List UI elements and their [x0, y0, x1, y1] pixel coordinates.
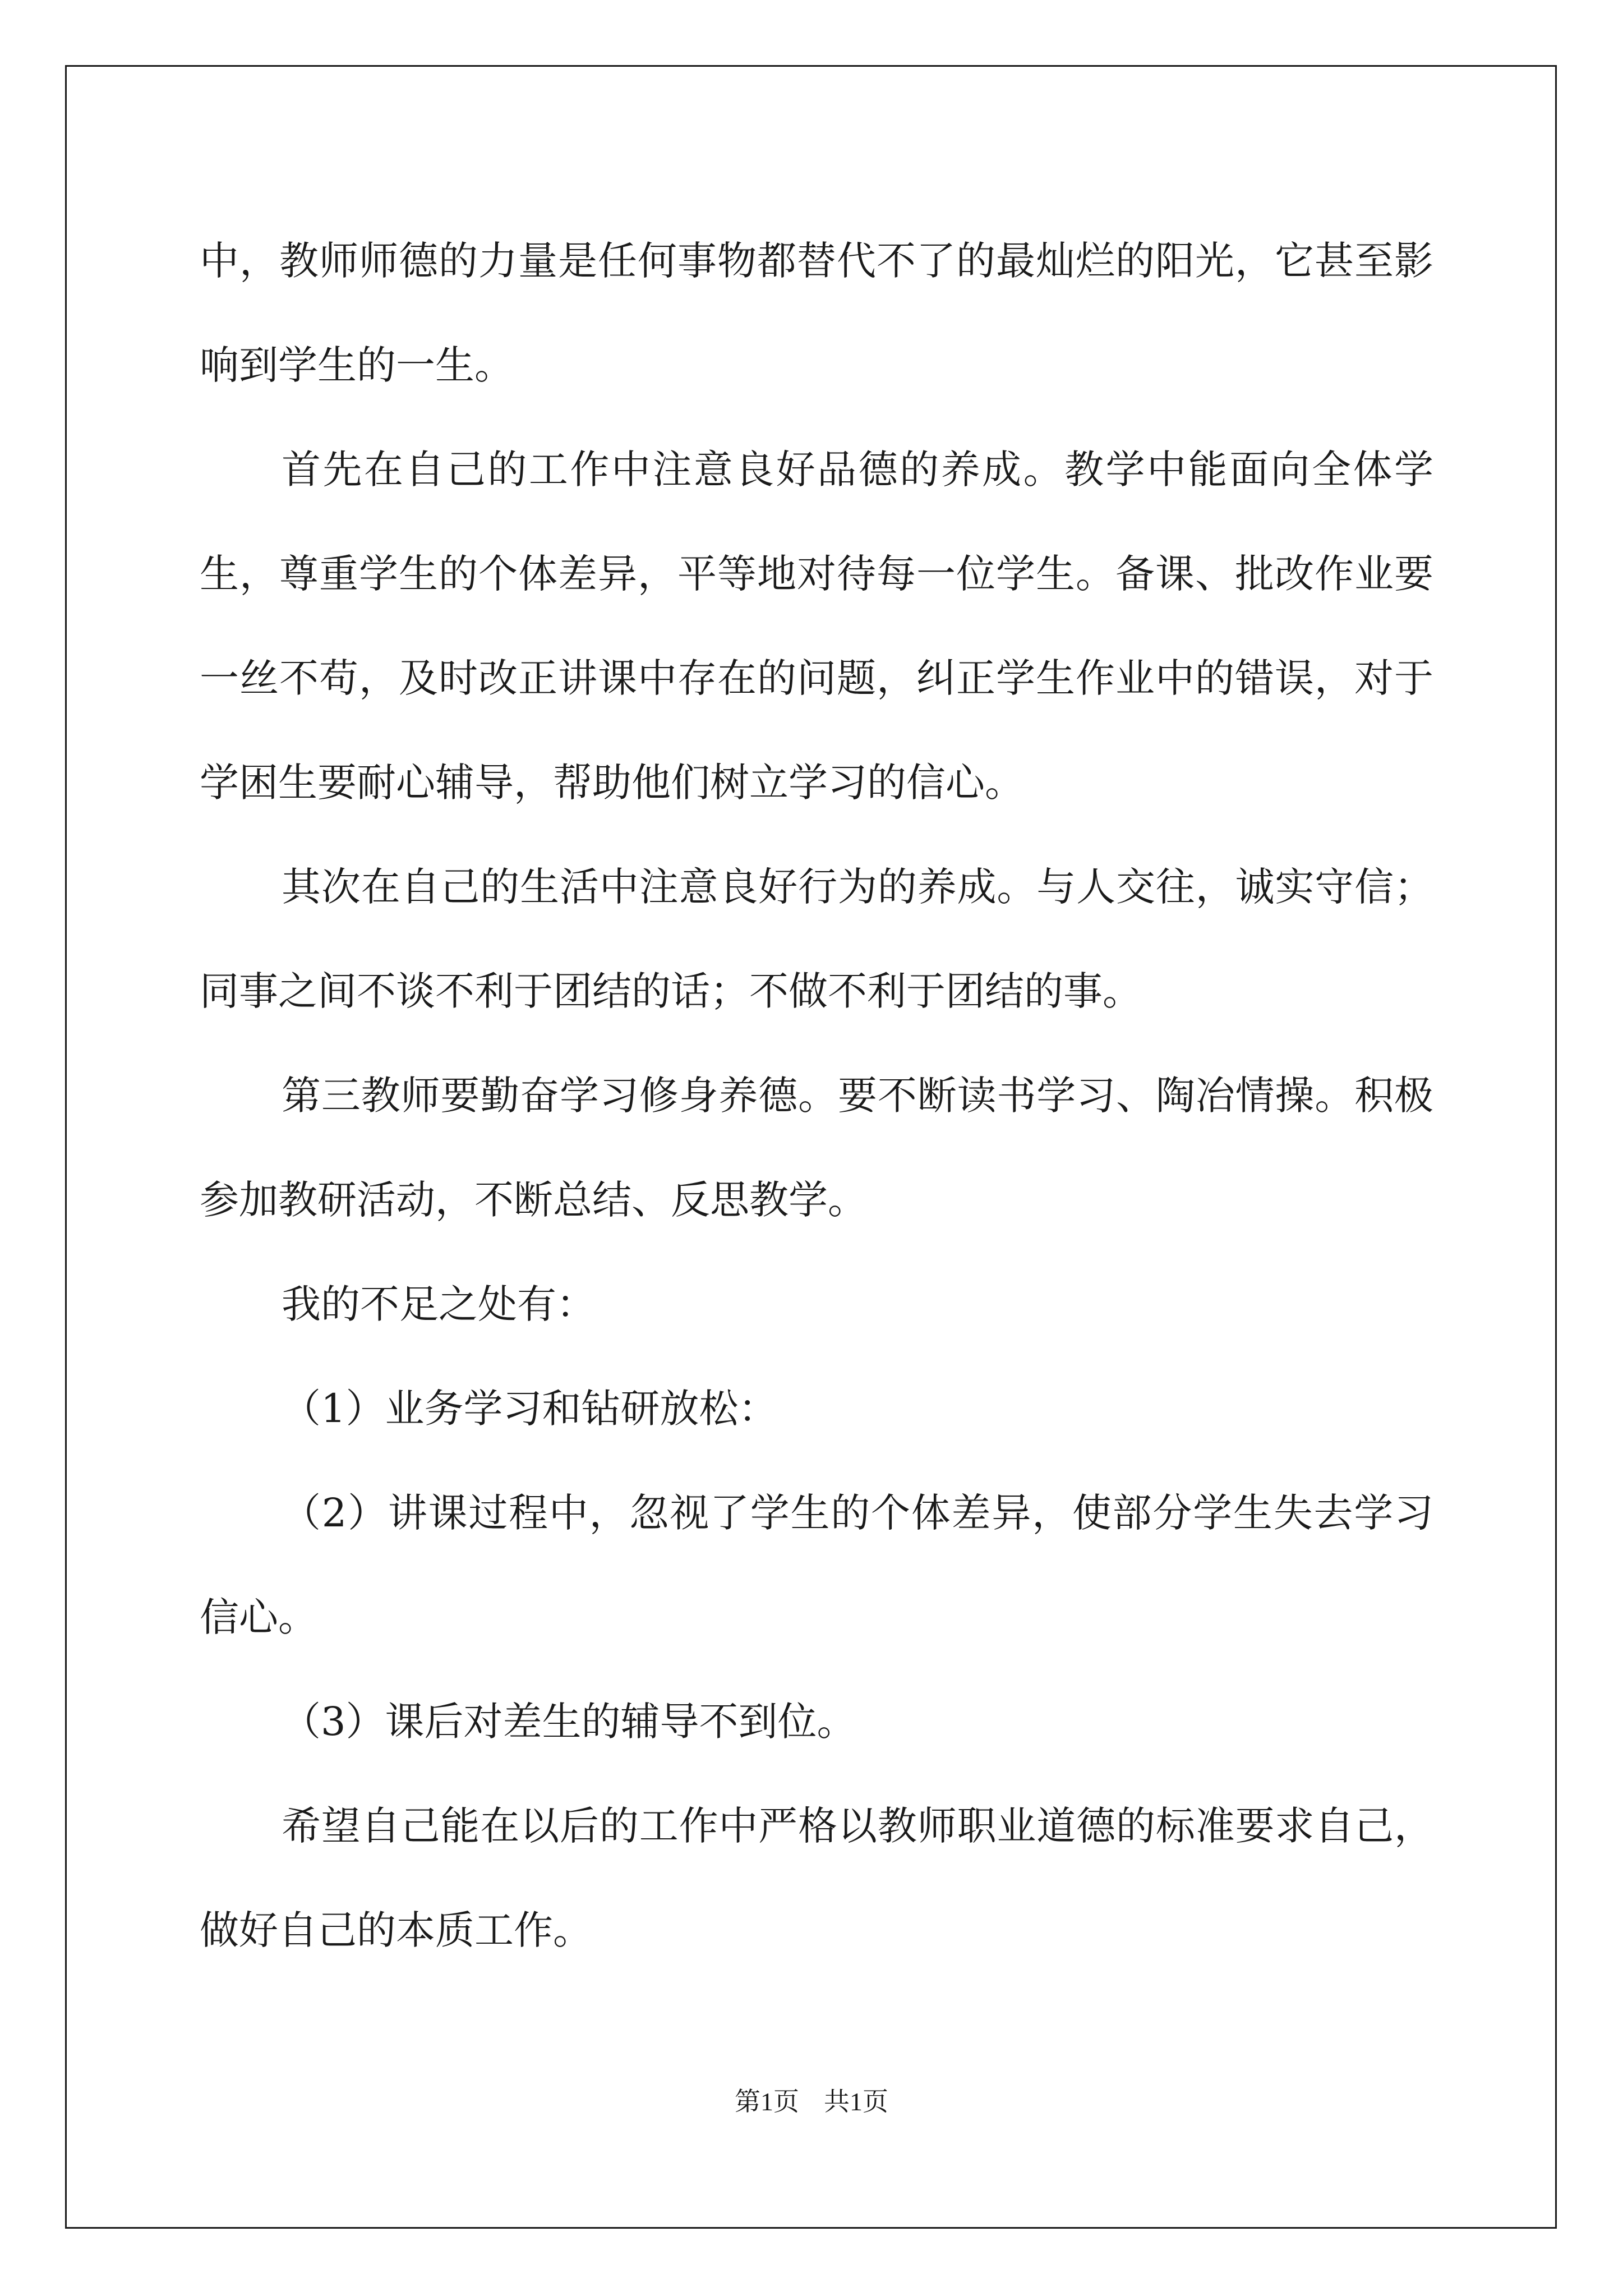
paragraph-3: 其次在自己的生活中注意良好行为的养成。与人交往，诚实守信；同事之间不谈不利于团结的话；不做不利于团结的事。 — [200, 864, 1433, 1014]
paragraph-8: （3）课后对差生的辅导不到位。 — [282, 1699, 856, 1745]
paragraph-6: （1）业务学习和钻研放松： — [282, 1386, 778, 1432]
document-body — [200, 209, 1433, 1982]
paragraph-7: （2）讲课过程中，忽视了学生的个体差异，使部分学生失去学习信心。 — [200, 1490, 1433, 1640]
page-number: 第1页 — [735, 2087, 799, 2116]
paragraph-4: 第三教师要勤奋学习修身养德。要不断读书学习、陶冶情操。积极参加教研活动，不断总结、反思教学。 — [200, 1073, 1433, 1223]
paragraph-5: 我的不足之处有： — [282, 1281, 596, 1327]
paragraph-9: 希望自己能在以后的工作中严格以教师职业道德的标准要求自己，做好自己的本质工作。 — [200, 1803, 1433, 1953]
page-total: 共1页 — [824, 2087, 888, 2116]
page-footer — [0, 2081, 1623, 2118]
paragraph-2: 首先在自己的工作中注意良好品德的养成。教学中能面向全体学生，尊重学生的个体差异，平等地对待每一位学生。备课、批改作业要一丝不苟，及时改正讲课中存在的问题，纠正学生作业中的错误，对于学困生要耐心辅导，帮助他们树立学习的信心。 — [200, 447, 1433, 806]
paragraph-1: 中，教师师德的力量是任何事物都替代不了的最灿烂的阳光，它甚至影响到学生的一生。 — [200, 238, 1433, 388]
